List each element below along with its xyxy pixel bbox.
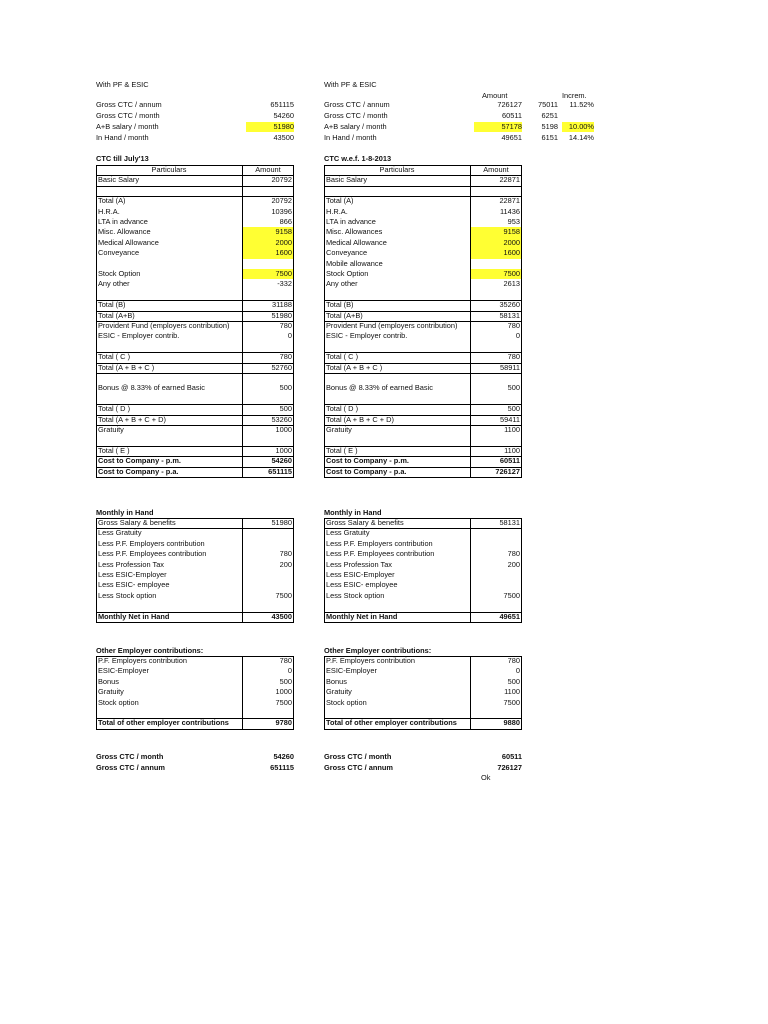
row-label: Cost to Company - p.m. [326,456,409,466]
summary-label: Gross CTC / month [96,111,160,120]
row-label: LTA in advance [326,217,376,226]
row-label: Total ( D ) [326,404,359,414]
row-label: Stock Option [98,269,141,278]
row-value: 59411 [499,414,520,424]
summary-value: 49651 [501,133,522,142]
row-label: Less Stock option [326,590,385,600]
row-label: Cost to Company - p.a. [98,466,179,476]
table-border [324,656,522,730]
row-value: 22871 [499,175,520,185]
row-value: 7500 [503,590,520,600]
row-label: Any other [326,279,358,289]
ok-note: Ok [481,773,491,782]
summary-value: 60511 [501,111,522,120]
row-label: Total (B) [326,300,354,310]
row-label: Total (A + B + C ) [98,362,155,372]
row-label: Gross Salary & benefits [326,518,404,527]
row-value: 49651 [499,611,520,621]
row-value: 9780 [275,718,292,728]
row-label: H.R.A. [98,206,120,216]
row-value: 1000 [275,445,292,455]
row-value: 1600 [275,248,292,258]
summary-label: Gross CTC / annum [324,100,390,109]
column-divider [242,656,243,729]
column-header-particulars: Particulars [151,165,187,174]
column-divider [470,656,471,729]
summary-label: In Hand / month [96,133,149,142]
row-label: Monthly Net in Hand [98,611,170,621]
row-label: Medical Allowance [98,237,159,247]
row-label: Misc. Allowance [98,227,151,237]
row-label: Bonus @ 8.33% of earned Basic [98,383,205,393]
row-label: Total (A + B + C ) [326,362,383,372]
increment-value: 6251 [541,111,558,120]
row-value: -332 [277,279,292,289]
row-value: 500 [279,404,292,414]
column-header-amount: Amount [255,165,281,174]
row-label: Cost to Company - p.m. [98,456,181,466]
row-label: P.F. Employers contribution [98,656,188,665]
row-value: 780 [279,656,292,665]
summary-label: A+B salary / month [324,122,387,131]
row-value: 9158 [503,227,520,237]
table-border [96,165,294,478]
increment-percent: 11.52% [569,100,594,109]
row-value: 53260 [271,414,292,424]
bottom-label: Gross CTC / month [96,752,164,761]
row-value: 9880 [503,718,520,728]
column-divider [470,165,471,477]
row-value: 0 [515,666,520,676]
row-label: Less Profession Tax [98,559,165,569]
increment-value: 6151 [541,133,558,142]
row-label: Misc. Allowances [326,227,383,237]
row-label: Less Stock option [98,590,157,600]
bottom-label: Gross CTC / month [324,752,392,761]
row-value: 780 [507,549,520,559]
row-value: 200 [507,559,520,569]
row-label: Total ( C ) [98,352,131,362]
row-value: 500 [279,676,292,686]
row-label: Mobile allowance [326,258,383,268]
left-monthly-title: Monthly in Hand [96,508,154,517]
row-label: Gratuity [98,687,124,697]
row-value: 10396 [271,206,292,216]
row-label: Any other [98,279,130,289]
row-value: 780 [507,352,520,362]
row-value: 2613 [503,279,520,289]
row-label: Less P.F. Employers contribution [98,538,205,548]
row-value: 780 [507,321,520,330]
row-value: 1100 [504,445,520,455]
summary-label: Gross CTC / month [324,111,388,120]
row-value: 58131 [499,310,520,320]
right-amount-header: Amount [482,91,508,100]
row-value: 1100 [504,687,520,697]
right-increm-header: Increm. [562,91,587,100]
row-label: LTA in advance [98,217,148,226]
row-label: Total (A + B + C + D) [98,414,166,424]
row-value: 35260 [499,300,520,310]
table-border [324,518,522,623]
right-section-title: CTC w.e.f. 1-8-2013 [324,154,392,163]
row-label: Bonus @ 8.33% of earned Basic [326,383,433,393]
row-value: 866 [279,217,292,226]
row-value: 726127 [495,466,520,476]
row-label: Basic Salary [326,175,368,185]
summary-value: 651115 [270,100,294,109]
table-border [324,165,522,478]
row-label: Less ESIC- employee [98,580,170,590]
row-value: 1100 [504,425,520,434]
row-label: Less ESIC-Employer [326,570,395,579]
row-label: Total (A+B) [98,310,135,320]
row-label: Less Gratuity [98,528,142,538]
increment-percent: 14.14% [568,133,594,142]
row-value: 500 [507,676,520,686]
row-value: 7500 [275,697,292,707]
row-label: Total ( E ) [98,445,130,455]
row-label: Total of other employer contributions [326,718,457,728]
summary-value: 54260 [273,111,294,120]
row-label: Cost to Company - p.a. [326,466,407,476]
bottom-value: 54260 [273,752,294,761]
row-label: Provident Fund (employers contribution) [98,321,230,330]
row-label: Total ( C ) [326,352,359,362]
row-value: 7500 [275,590,292,600]
row-value: 0 [515,331,520,341]
row-label: Monthly Net in Hand [326,611,398,621]
row-label: Less P.F. Employees contribution [98,549,207,559]
row-value: 58131 [499,518,520,527]
right-top-title: With PF & ESIC [324,80,377,89]
row-label: Basic Salary [98,175,140,185]
row-value: 43500 [271,611,292,621]
row-label: Bonus [98,676,119,686]
summary-label: Gross CTC / annum [96,100,162,109]
row-label: Total ( E ) [326,445,358,455]
row-label: Gratuity [98,425,124,434]
summary-value: 726127 [497,100,522,109]
row-label: Total (A) [326,196,354,206]
row-value: 780 [279,352,292,362]
increment-value: 75011 [537,100,558,109]
row-label: Less P.F. Employers contribution [326,538,433,548]
left-section-title: CTC till July'13 [96,154,149,163]
row-label: Total ( D ) [98,404,131,414]
table-border [96,518,294,623]
column-divider [242,165,243,477]
increment-percent: 10.00% [562,122,594,132]
row-value: 60511 [499,456,520,466]
row-value: 20792 [271,196,292,206]
row-label: Gross Salary & benefits [98,518,176,527]
row-label: Gratuity [326,425,352,434]
bottom-label: Gross CTC / annum [324,763,393,772]
row-label: ESIC - Employer contrib. [98,331,180,341]
row-value: 31188 [271,300,292,310]
row-value: 780 [279,549,292,559]
row-value: 1000 [275,425,292,434]
row-value: 54260 [271,456,292,466]
row-value: 7500 [275,269,292,278]
bottom-value: 60511 [501,752,522,761]
row-label: ESIC-Employer [98,666,149,676]
row-value: 1600 [503,248,520,258]
row-value: 1000 [275,687,292,697]
row-value: 20792 [271,175,292,185]
row-value: 11436 [499,206,520,216]
increment-value: 5198 [541,122,558,131]
row-label: H.R.A. [326,206,348,216]
row-label: Less ESIC- employee [326,580,398,590]
summary-value: 57178 [474,122,522,132]
summary-label: A+B salary / month [96,122,159,131]
column-header-amount: Amount [483,165,509,174]
row-label: Less P.F. Employees contribution [326,549,435,559]
row-label: Total (B) [98,300,126,310]
column-divider [242,518,243,622]
row-value: 500 [279,383,292,393]
column-divider [470,518,471,622]
row-label: Gratuity [326,687,352,697]
row-label: ESIC - Employer contrib. [326,331,408,341]
row-value: 780 [507,656,520,665]
row-value: 2000 [275,237,292,247]
table-border [96,656,294,730]
row-value: 500 [507,404,520,414]
row-label: Less ESIC-Employer [98,570,167,579]
row-value: 22871 [499,196,520,206]
summary-label: In Hand / month [324,133,377,142]
row-value: 7500 [503,269,520,278]
summary-value: 51980 [246,122,294,132]
row-label: Conveyance [98,248,140,258]
summary-value: 43500 [273,133,294,142]
row-label: Less Profession Tax [326,559,393,569]
row-value: 51980 [271,518,292,527]
row-value: 7500 [503,697,520,707]
right-monthly-title: Monthly in Hand [324,508,382,517]
row-value: 780 [279,321,292,330]
row-label: Conveyance [326,248,368,258]
row-label: ESIC-Employer [326,666,377,676]
row-value: 200 [279,559,292,569]
row-label: Medical Allowance [326,237,387,247]
row-label: Less Gratuity [326,528,370,538]
bottom-value: 726127 [497,763,522,772]
row-value: 0 [287,666,292,676]
row-value: 9158 [275,227,292,237]
row-value: 58911 [499,362,520,372]
row-value: 52760 [271,362,292,372]
row-value: 2000 [503,237,520,247]
left-other-title: Other Employer contributions: [96,646,204,655]
row-label: Total (A + B + C + D) [326,414,394,424]
right-other-title: Other Employer contributions: [324,646,432,655]
row-label: P.F. Employers contribution [326,656,416,665]
row-value: 51980 [271,310,292,320]
row-value: 651115 [268,466,292,476]
bottom-value: 651115 [270,763,294,772]
row-label: Total (A) [98,196,126,206]
row-label: Bonus [326,676,347,686]
row-label: Stock option [98,697,139,707]
row-label: Provident Fund (employers contribution) [326,321,458,330]
row-label: Stock Option [326,269,369,278]
row-label: Stock option [326,697,367,707]
row-value: 500 [507,383,520,393]
left-top-title: With PF & ESIC [96,80,149,89]
row-label: Total of other employer contributions [98,718,229,728]
row-value: 953 [507,217,520,226]
row-value: 0 [287,331,292,341]
bottom-label: Gross CTC / annum [96,763,165,772]
column-header-particulars: Particulars [379,165,415,174]
row-label: Total (A+B) [326,310,363,320]
